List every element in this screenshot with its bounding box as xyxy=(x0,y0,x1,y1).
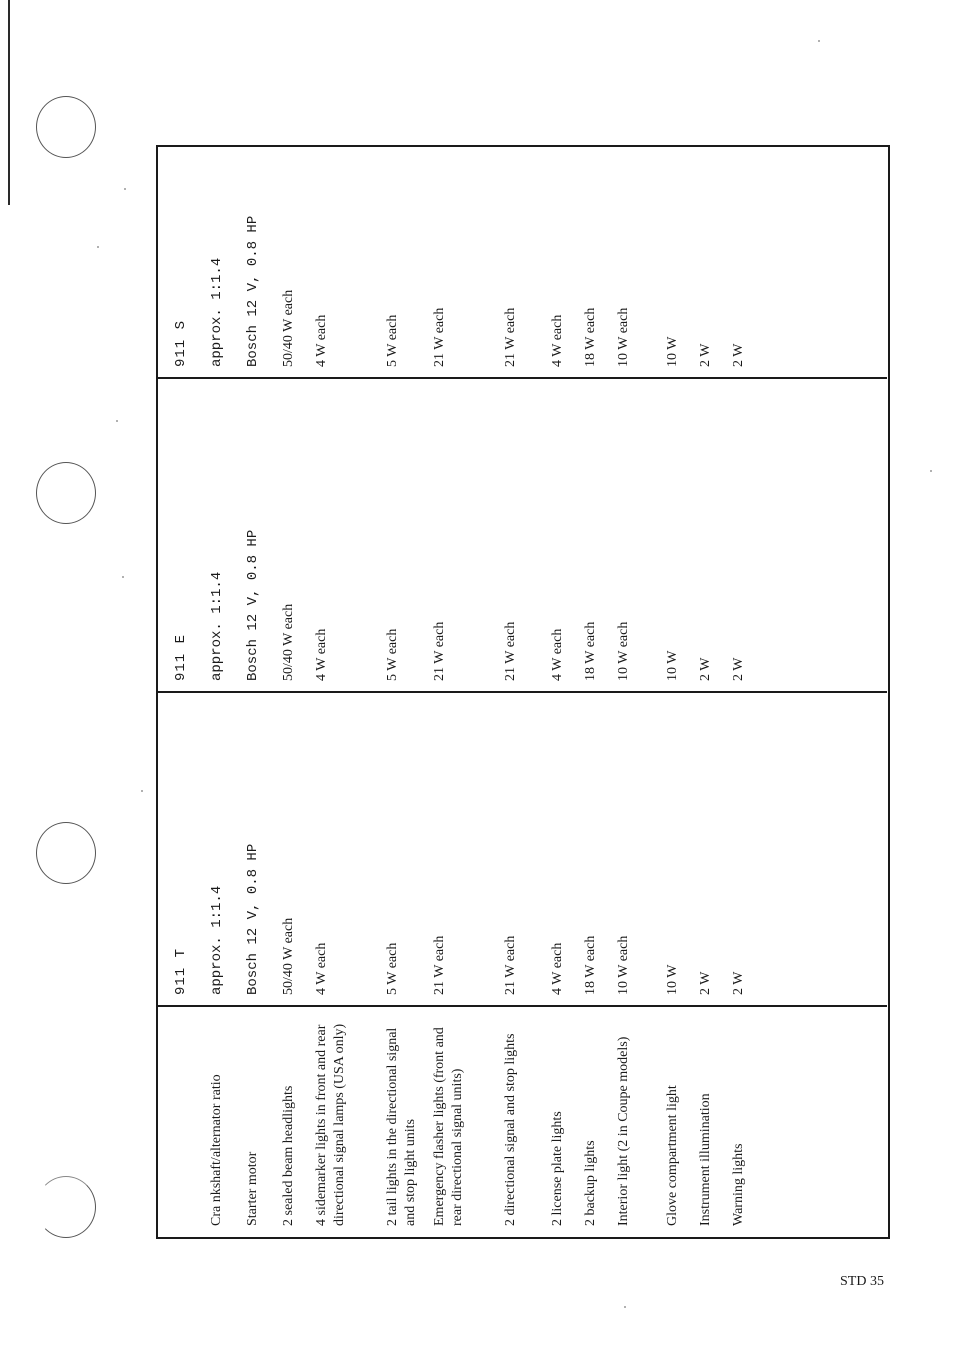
binder-edge-line xyxy=(8,0,10,205)
row-value: 4 W each xyxy=(305,692,376,1006)
page-reference: STD 35 xyxy=(840,1274,884,1289)
punch-hole xyxy=(36,96,96,158)
speck xyxy=(141,790,143,792)
row-value: 21 W each xyxy=(494,65,541,378)
row-value: approx. 1:1.4 xyxy=(200,692,236,1006)
row-label: Glove compartment light xyxy=(665,1085,680,1226)
row-value: 5 W each xyxy=(376,65,423,378)
row-value: 10 W each xyxy=(607,65,656,378)
speck xyxy=(818,40,820,42)
row-value: 4 W each xyxy=(541,692,574,1006)
row-value: Bosch 12 V, 0.8 HP xyxy=(236,378,272,692)
rotated-table xyxy=(158,147,887,1236)
table-row xyxy=(200,65,236,1236)
row-value: 21 W each xyxy=(494,692,541,1006)
row-value: 4 W each xyxy=(541,65,574,378)
row-label: Interior light (2 in Coupe models) xyxy=(616,1036,631,1226)
row-value: 2 W xyxy=(689,378,722,692)
row-value: 10 W xyxy=(656,378,689,692)
punch-hole xyxy=(36,462,96,524)
row-value: 10 W each xyxy=(607,378,656,692)
row-value: 18 W each xyxy=(574,378,607,692)
row-label: 2 tail lights in the directional signal and stop light units xyxy=(385,1027,418,1226)
row-value: Bosch 12 V, 0.8 HP xyxy=(236,692,272,1006)
table-row xyxy=(423,65,494,1236)
speck xyxy=(122,576,124,578)
row-value: 5 W each xyxy=(376,692,423,1006)
row-value: 50/40 W each xyxy=(272,378,305,692)
table-row xyxy=(574,65,607,1236)
speck xyxy=(930,470,932,472)
table-row xyxy=(689,65,722,1236)
table-row xyxy=(272,65,305,1236)
row-value: 2 W xyxy=(722,692,887,1006)
row-value: 21 W each xyxy=(494,378,541,692)
row-value: 21 W each xyxy=(423,378,494,692)
table-row xyxy=(305,65,376,1236)
header-cell: 911 S xyxy=(158,65,200,378)
header-cell: 911 T xyxy=(158,692,200,1006)
specs-table-frame xyxy=(156,145,890,1239)
row-label: 2 sealed beam headlights xyxy=(281,1085,296,1226)
bulb-specs-table xyxy=(158,65,887,1236)
row-value: 10 W xyxy=(656,65,689,378)
table-row xyxy=(236,65,272,1236)
row-value: 21 W each xyxy=(423,65,494,378)
row-value: 2 W xyxy=(689,692,722,1006)
row-label: Starter motor xyxy=(245,1151,260,1226)
row-value: approx. 1:1.4 xyxy=(200,65,236,378)
speck xyxy=(624,1306,626,1308)
table-row xyxy=(376,65,423,1236)
row-value: 21 W each xyxy=(423,692,494,1006)
row-value: 10 W each xyxy=(607,692,656,1006)
table-header-row xyxy=(158,65,200,1236)
row-value: 2 W xyxy=(689,65,722,378)
row-value: 5 W each xyxy=(376,378,423,692)
speck xyxy=(124,188,126,190)
row-value: 4 W each xyxy=(541,378,574,692)
header-cell: 911 E xyxy=(158,378,200,692)
row-value: 18 W each xyxy=(574,692,607,1006)
table-row xyxy=(494,65,541,1236)
table-row xyxy=(722,65,887,1236)
row-label: 2 license plate lights xyxy=(550,1111,565,1226)
row-label: Cra nkshaft/alternator ratio xyxy=(209,1074,224,1226)
row-value: 2 W xyxy=(722,378,887,692)
row-value: 2 W xyxy=(722,65,887,378)
row-value: 4 W each xyxy=(305,65,376,378)
punch-hole xyxy=(36,822,96,884)
row-value: approx. 1:1.4 xyxy=(200,378,236,692)
row-label: Warning lights xyxy=(731,1143,746,1226)
speck xyxy=(97,246,99,248)
row-label: 2 backup lights xyxy=(583,1140,598,1226)
row-value: 50/40 W each xyxy=(272,65,305,378)
row-value: 18 W each xyxy=(574,65,607,378)
header-blank-cell xyxy=(158,1006,200,1236)
row-value: 4 W each xyxy=(305,378,376,692)
table-row xyxy=(656,65,689,1236)
row-label: Emergency flasher lights (front and rear directional signal units) xyxy=(432,1027,465,1226)
punch-hole xyxy=(36,1176,96,1238)
row-label: 4 sidemarker lights in front and rear directional signal lamps (USA only) xyxy=(314,1023,347,1226)
table-row xyxy=(607,65,656,1236)
row-label: 2 directional signal and stop lights xyxy=(503,1033,518,1226)
table-row xyxy=(541,65,574,1236)
row-value: Bosch 12 V, 0.8 HP xyxy=(236,65,272,378)
row-label: Instrument illumination xyxy=(698,1093,713,1226)
row-value: 50/40 W each xyxy=(272,692,305,1006)
row-value: 10 W xyxy=(656,692,689,1006)
speck xyxy=(116,420,118,422)
